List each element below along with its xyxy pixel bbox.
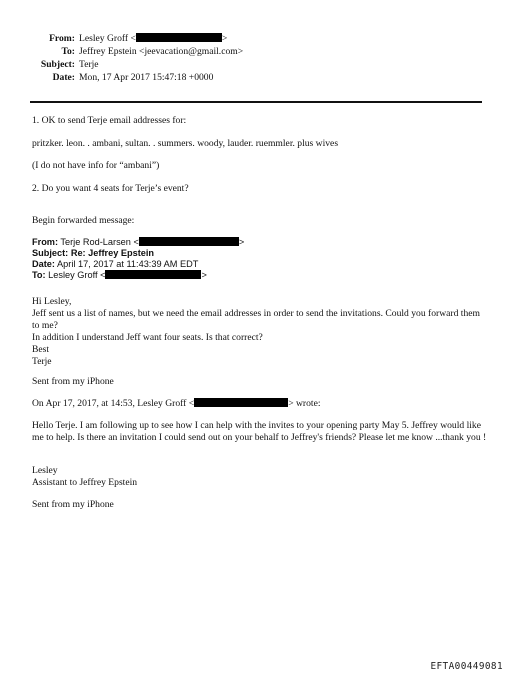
header-subject bbox=[0, 59, 99, 71]
bates-number: EFTA00449081 bbox=[430, 661, 503, 672]
fwd-subject bbox=[32, 248, 154, 259]
reply-closing: Best bbox=[32, 344, 50, 355]
to-value: Jeffrey Epstein <jeevacation@gmail.com> bbox=[79, 46, 244, 57]
header-divider bbox=[30, 101, 482, 103]
body-line-2: pritzker. leon. . ambani, sultan. . summers. woody, lauder. ruemmler. plus wives bbox=[32, 138, 339, 149]
fwd-to: To: Lesley Groff < > bbox=[32, 270, 207, 280]
from-label: From: bbox=[49, 33, 75, 44]
fwd-from-label: From: bbox=[32, 237, 59, 247]
quoted-sent-from: Sent from my iPhone bbox=[32, 499, 114, 510]
reply-signature: Terje bbox=[32, 356, 52, 367]
redaction-bar bbox=[194, 398, 288, 407]
from-value: Lesley Groff < bbox=[79, 33, 136, 44]
quoted-sig-name: Lesley bbox=[32, 465, 58, 476]
quoted-intro: On Apr 17, 2017, at 14:53, Lesley Groff < > wrote: bbox=[32, 398, 321, 409]
date-label: Date: bbox=[52, 72, 75, 83]
quoted-para: Hello Terje. I am following up to see how I can help with the invites to your opening party May 5. Jeffrey would like me to help. Is there an invitation I could send out on your behalf to Jeffrey's friends? Please let me know ...thank you ! bbox=[32, 420, 487, 443]
fwd-subject-value: Re: Jeffrey Epstein bbox=[70, 248, 155, 258]
reply-para-1: Jeff sent us a list of names, but we need the email addresses in order to send the invitations. Could you forward them to me? bbox=[32, 308, 480, 331]
subject-label: Subject: bbox=[40, 59, 75, 70]
fwd-from: From: Terje Rod-Larsen < > bbox=[32, 237, 245, 247]
redaction-bar bbox=[105, 270, 201, 279]
date-value: Mon, 17 Apr 2017 15:47:18 +0000 bbox=[79, 72, 214, 83]
fwd-from-value: Terje Rod-Larsen < bbox=[60, 237, 139, 247]
fwd-to-label: To: bbox=[32, 270, 46, 280]
quoted-sig-title: Assistant to Jeffrey Epstein bbox=[32, 477, 138, 488]
subject-value: Terje bbox=[79, 59, 99, 70]
body-line-3: (I do not have info for “ambani”) bbox=[32, 160, 160, 171]
header-to bbox=[0, 46, 243, 58]
fwd-subject-label: Subject: bbox=[32, 248, 69, 258]
reply-para-2: In addition I understand Jeff want four seats. Is that correct? bbox=[32, 332, 263, 343]
reply-greeting: Hi Lesley, bbox=[32, 296, 72, 307]
body-line-1: 1. OK to send Terje email addresses for: bbox=[32, 115, 187, 126]
header-from: From: Lesley Groff < > bbox=[0, 33, 227, 45]
header-date bbox=[0, 72, 213, 84]
redaction-bar bbox=[139, 237, 239, 246]
fwd-date-value: April 17, 2017 at 11:43:39 AM EDT bbox=[57, 259, 199, 269]
to-label: To: bbox=[61, 46, 75, 57]
fwd-to-value: Lesley Groff < bbox=[48, 270, 106, 280]
reply-sent-from: Sent from my iPhone bbox=[32, 376, 114, 387]
body-line-4: 2. Do you want 4 seats for Terje’s event? bbox=[32, 183, 189, 194]
fwd-date-label: Date: bbox=[32, 259, 55, 269]
redaction-bar bbox=[136, 33, 222, 42]
begin-forwarded: Begin forwarded message: bbox=[32, 215, 135, 226]
fwd-date bbox=[32, 259, 198, 270]
